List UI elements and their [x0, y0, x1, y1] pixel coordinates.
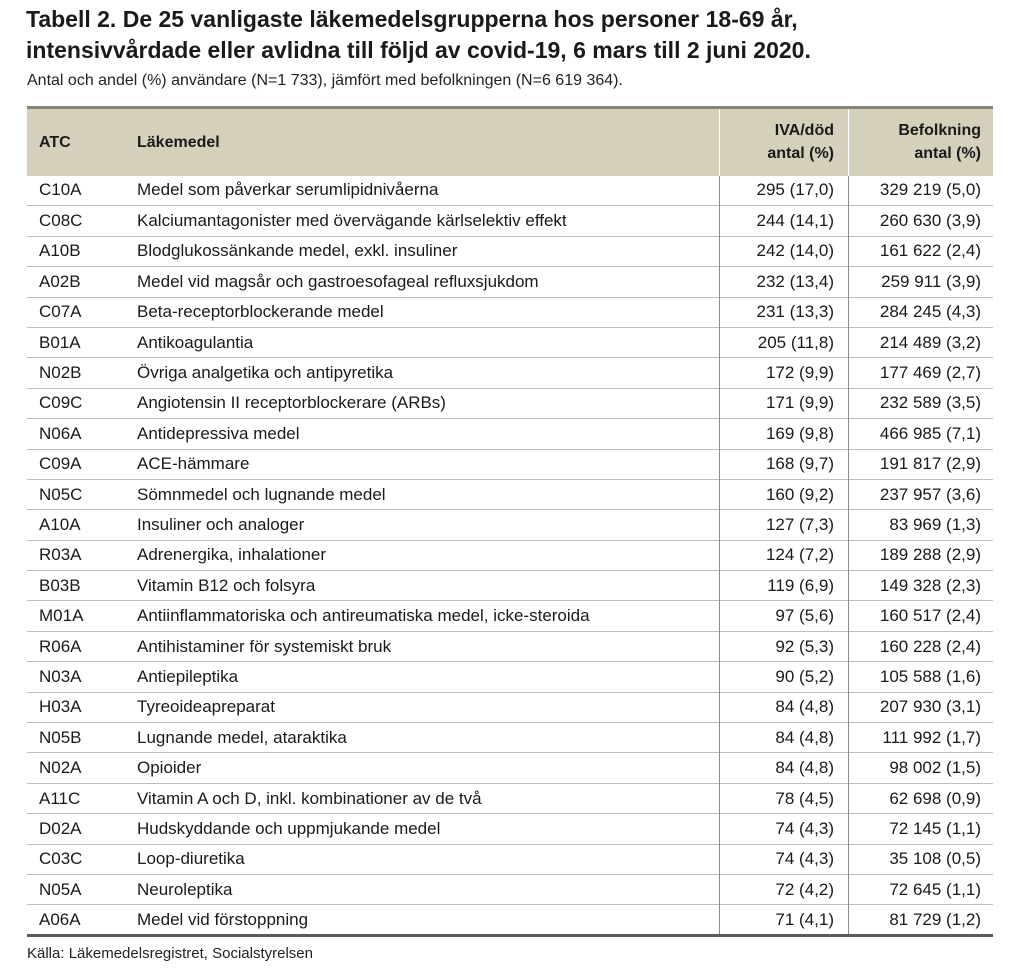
population-cell: 105 588 (1,6) — [849, 662, 994, 692]
population-cell: 232 589 (3,5) — [849, 388, 994, 418]
iva-death-cell: 244 (14,1) — [720, 206, 849, 236]
atc-cell: N05C — [27, 479, 127, 509]
table-row — [27, 419, 993, 449]
table-row — [27, 662, 993, 692]
table-row — [27, 723, 993, 753]
iva-death-cell: 74 (4,3) — [720, 814, 849, 844]
medicine-cell: Antikoagulantia — [127, 327, 720, 357]
table-row — [27, 631, 993, 661]
population-cell: 161 622 (2,4) — [849, 236, 994, 266]
table-row — [27, 905, 993, 935]
iva-death-cell: 74 (4,3) — [720, 844, 849, 874]
iva-death-cell: 171 (9,9) — [720, 388, 849, 418]
medicine-cell: Antihistaminer för systemiskt bruk — [127, 631, 720, 661]
table-row — [27, 540, 993, 570]
medicine-cell: Hudskyddande och uppmjukande medel — [127, 814, 720, 844]
medicine-cell: ACE-hämmare — [127, 449, 720, 479]
medicine-cell: Neuroleptika — [127, 874, 720, 904]
atc-cell: M01A — [27, 601, 127, 631]
atc-cell: A11C — [27, 783, 127, 813]
iva-death-cell: 205 (11,8) — [720, 327, 849, 357]
iva-death-cell: 84 (4,8) — [720, 753, 849, 783]
iva-death-cell: 92 (5,3) — [720, 631, 849, 661]
atc-cell: D02A — [27, 814, 127, 844]
table-header — [27, 108, 993, 176]
iva-death-cell: 119 (6,9) — [720, 571, 849, 601]
population-cell: 149 328 (2,3) — [849, 571, 994, 601]
header-population — [849, 108, 994, 176]
iva-death-cell: 232 (13,4) — [720, 267, 849, 297]
population-cell: 72 645 (1,1) — [849, 874, 994, 904]
atc-cell: N02A — [27, 753, 127, 783]
iva-death-cell: 242 (14,0) — [720, 236, 849, 266]
atc-cell: C03C — [27, 844, 127, 874]
header-population-line-2: antal (%) — [914, 145, 981, 163]
table-row — [27, 449, 993, 479]
table-row — [27, 327, 993, 357]
iva-death-cell: 97 (5,6) — [720, 601, 849, 631]
header-iva-line-1: IVA/död — [774, 122, 834, 140]
population-cell: 160 517 (2,4) — [849, 601, 994, 631]
table-title-line-2: intensivvårdade eller avlidna till följd av covid-19, 6 mars till 2 juni 2020. — [26, 37, 811, 63]
table-body — [27, 176, 993, 936]
atc-cell: N05B — [27, 723, 127, 753]
population-cell: 329 219 (5,0) — [849, 176, 994, 206]
medicine-cell: Vitamin B12 och folsyra — [127, 571, 720, 601]
atc-cell: B01A — [27, 327, 127, 357]
table-row — [27, 874, 993, 904]
medicine-cell: Opioider — [127, 753, 720, 783]
population-cell: 189 288 (2,9) — [849, 540, 994, 570]
iva-death-cell: 72 (4,2) — [720, 874, 849, 904]
medicine-cell: Övriga analgetika och antipyretika — [127, 358, 720, 388]
table-row — [27, 176, 993, 206]
medicine-cell: Medel vid förstoppning — [127, 905, 720, 935]
medication-table — [27, 106, 993, 937]
population-cell: 260 630 (3,9) — [849, 206, 994, 236]
iva-death-cell: 169 (9,8) — [720, 419, 849, 449]
population-cell: 284 245 (4,3) — [849, 297, 994, 327]
atc-cell: R06A — [27, 631, 127, 661]
population-cell: 214 489 (3,2) — [849, 327, 994, 357]
population-cell: 111 992 (1,7) — [849, 723, 994, 753]
table-row — [27, 753, 993, 783]
iva-death-cell: 124 (7,2) — [720, 540, 849, 570]
medicine-cell: Vitamin A och D, inkl. kombinationer av de två — [127, 783, 720, 813]
population-cell: 259 911 (3,9) — [849, 267, 994, 297]
population-cell: 207 930 (3,1) — [849, 692, 994, 722]
medicine-cell: Antidepressiva medel — [127, 419, 720, 449]
medicine-cell: Lugnande medel, ataraktika — [127, 723, 720, 753]
table-row — [27, 783, 993, 813]
medicine-cell: Medel som påverkar serumlipidnivåerna — [137, 180, 439, 200]
table-row — [27, 358, 993, 388]
medicine-cell: Beta-receptorblockerande medel — [127, 297, 720, 327]
iva-death-cell: 90 (5,2) — [720, 662, 849, 692]
table-row — [27, 206, 993, 236]
atc-cell: A10B — [27, 236, 127, 266]
table-row — [27, 510, 993, 540]
atc-cell: C07A — [27, 297, 127, 327]
atc-cell: A06A — [27, 905, 127, 935]
table-row — [27, 388, 993, 418]
population-cell: 237 957 (3,6) — [849, 479, 994, 509]
header-medicine: Läkemedel — [137, 133, 220, 151]
iva-death-cell: 71 (4,1) — [720, 905, 849, 935]
population-cell: 35 108 (0,5) — [849, 844, 994, 874]
medication-table-container — [27, 106, 993, 937]
population-cell: 191 817 (2,9) — [849, 449, 994, 479]
table-row — [27, 571, 993, 601]
iva-death-cell: 168 (9,7) — [720, 449, 849, 479]
header-iva-death — [720, 108, 849, 176]
medicine-cell: Adrenergika, inhalationer — [127, 540, 720, 570]
table-row — [27, 297, 993, 327]
iva-death-cell: 127 (7,3) — [720, 510, 849, 540]
population-cell: 177 469 (2,7) — [849, 358, 994, 388]
medicine-cell: Kalciumantagonister med övervägande kärlselektiv effekt — [127, 206, 720, 236]
table-row — [27, 844, 993, 874]
iva-death-cell: 295 (17,0) — [720, 176, 849, 206]
population-cell: 466 985 (7,1) — [849, 419, 994, 449]
iva-death-cell: 231 (13,3) — [720, 297, 849, 327]
iva-death-cell: 172 (9,9) — [720, 358, 849, 388]
atc-cell: C09C — [27, 388, 127, 418]
atc-cell: N03A — [27, 662, 127, 692]
medicine-cell: Antiepileptika — [127, 662, 720, 692]
table-row — [27, 479, 993, 509]
iva-death-cell: 160 (9,2) — [720, 479, 849, 509]
table-title-line-1: Tabell 2. De 25 vanligaste läkemedelsgrupperna hos personer 18-69 år, — [26, 6, 798, 32]
medicine-cell: Antiinflammatoriska och antireumatiska medel, icke-steroida — [127, 601, 720, 631]
atc-cell: A10A — [27, 510, 127, 540]
atc-cell: N02B — [27, 358, 127, 388]
iva-death-cell: 78 (4,5) — [720, 783, 849, 813]
medicine-cell: Insuliner och analoger — [127, 510, 720, 540]
atc-cell: R03A — [27, 540, 127, 570]
table-row — [27, 601, 993, 631]
atc-cell: A02B — [27, 267, 127, 297]
population-cell: 72 145 (1,1) — [849, 814, 994, 844]
table-title — [26, 4, 1016, 66]
iva-death-cell: 84 (4,8) — [720, 723, 849, 753]
medicine-cell: Tyreoideapreparat — [127, 692, 720, 722]
medicine-cell: Sömnmedel och lugnande medel — [127, 479, 720, 509]
medicine-cell: Loop-diuretika — [127, 844, 720, 874]
atc-cell: C09A — [27, 449, 127, 479]
header-population-line-1: Befolkning — [898, 122, 981, 140]
table-row — [27, 692, 993, 722]
table-row — [27, 236, 993, 266]
population-cell: 160 228 (2,4) — [849, 631, 994, 661]
atc-cell: C10A — [39, 180, 82, 200]
population-cell: 62 698 (0,9) — [849, 783, 994, 813]
header-row — [27, 108, 993, 176]
medicine-cell: Medel vid magsår och gastroesofageal refluxsjukdom — [127, 267, 720, 297]
atc-cell: H03A — [27, 692, 127, 722]
iva-death-cell: 84 (4,8) — [720, 692, 849, 722]
atc-cell: N05A — [27, 874, 127, 904]
medicine-cell: Blodglukossänkande medel, exkl. insuliner — [127, 236, 720, 266]
atc-cell: B03B — [27, 571, 127, 601]
table-subtitle: Antal och andel (%) användare (N=1 733), jämfört med befolkningen (N=6 619 364). — [27, 72, 623, 89]
atc-cell: N06A — [27, 419, 127, 449]
table-row — [27, 267, 993, 297]
source-note: Källa: Läkemedelsregistret, Socialstyrelsen — [27, 945, 313, 962]
header-iva-line-2: antal (%) — [767, 145, 834, 163]
medicine-cell: Angiotensin II receptorblockerare (ARBs) — [127, 388, 720, 418]
header-atc: ATC — [39, 133, 71, 151]
population-cell: 81 729 (1,2) — [849, 905, 994, 935]
table-row — [27, 814, 993, 844]
population-cell: 83 969 (1,3) — [849, 510, 994, 540]
atc-cell: C08C — [27, 206, 127, 236]
population-cell: 98 002 (1,5) — [849, 753, 994, 783]
